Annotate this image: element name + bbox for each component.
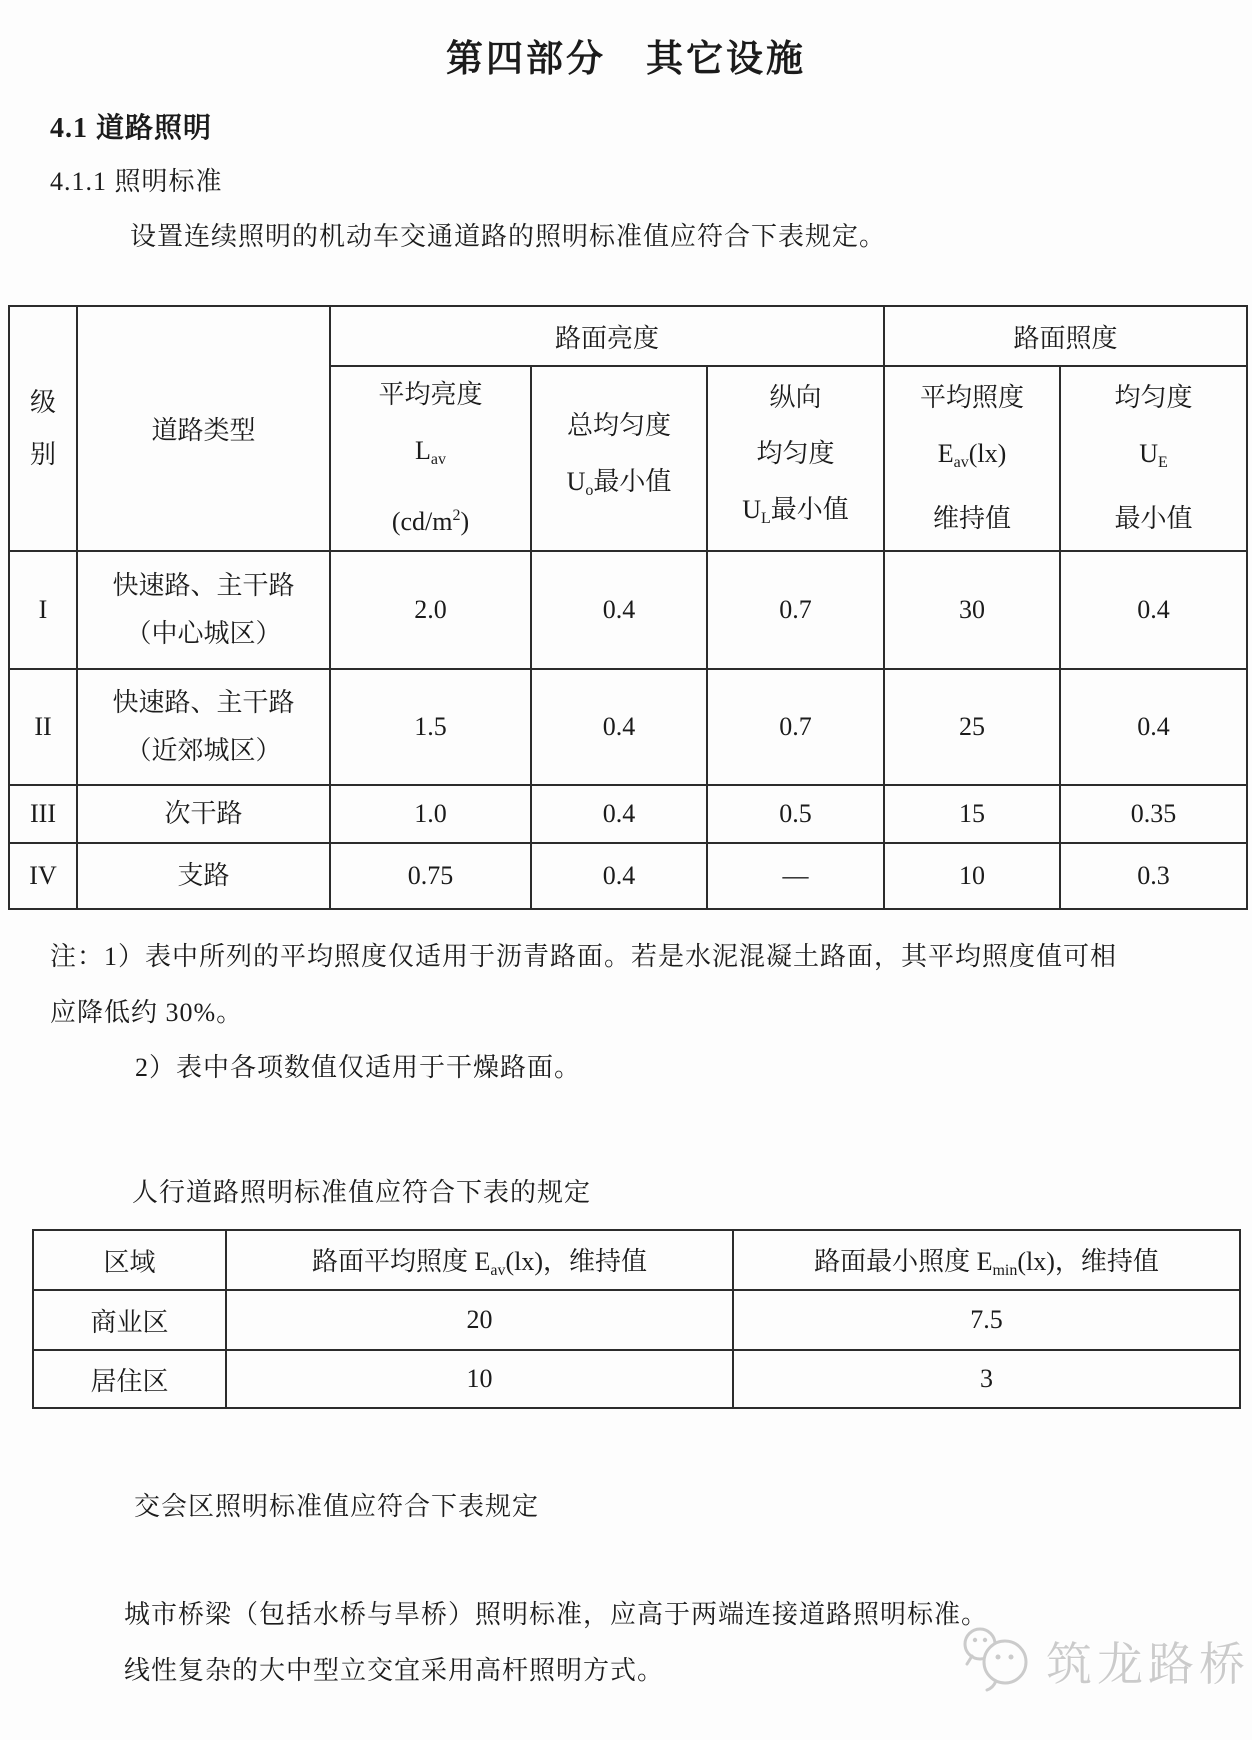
t2-r0-area: 商业区 [33,1290,226,1350]
t1-group-illuminance: 路面照度 [884,306,1247,366]
t2-r1-avg: 10 [226,1350,733,1408]
t1-r2-lav: 1.0 [330,785,531,843]
t1-r2-road: 次干路 [77,785,330,843]
bridge-paragraph-line1: 城市桥梁（包括水桥与旱桥）照明标准，应高于两端连接道路照明标准。 [124,1600,989,1629]
road-lighting-standards-table [8,305,1248,910]
t1-header-overall-uniformity: 总均匀度 $U_o$最小值 [531,366,707,551]
t1-r0-ue: 0.4 [1060,551,1247,669]
zhulong-mascot-icon [958,1618,1036,1703]
watermark [958,1618,1250,1703]
table-row [33,1290,1240,1350]
page-title: 第四部分 其它设施 [446,39,806,80]
t1-r2-uo: 0.4 [531,785,707,843]
t2-r1-area: 居住区 [33,1350,226,1408]
t1-r3-level: IV [9,843,77,909]
t1-r3-ue: 0.3 [1060,843,1247,909]
table-row [33,1350,1240,1408]
table-row [9,669,1247,785]
t1-r0-eav: 30 [884,551,1060,669]
t1-header-longitudinal-uniformity: 纵向 均匀度 $U_L$最小值 [707,366,884,551]
t1-header-avg-illuminance: 平均照度 $E_{av}(lx)$ 维持值 [884,366,1060,551]
t1-r0-level: I [9,551,77,669]
t1-r1-road: 快速路、主干路 （近郊城区） [77,669,330,785]
table2-header-row [33,1230,1240,1290]
t1-r0-lav: 2.0 [330,551,531,669]
t2-r0-avg: 20 [226,1290,733,1350]
table-row [9,551,1247,669]
table1-group-header-row [9,306,1247,366]
t2-header-avg-illuminance: 路面平均照度 $E_{av}(lx)$，维持值 [226,1230,733,1290]
intersection-paragraph: 交会区照明标准值应符合下表规定 [134,1492,540,1521]
t2-r1-min: 3 [733,1350,1240,1408]
t1-r2-ue: 0.35 [1060,785,1247,843]
watermark-text: 筑龙路桥 [1046,1638,1250,1690]
t1-r1-lav: 1.5 [330,669,531,785]
t1-r2-level: III [9,785,77,843]
subsection-heading: 4.1.1 照明标准 [50,167,223,196]
t1-r3-ul: — [707,843,884,909]
t1-r1-uo: 0.4 [531,669,707,785]
t1-header-road-type: 道路类型 [77,306,330,551]
section-heading: 4.1 道路照明 [50,113,213,144]
t1-r1-eav: 25 [884,669,1060,785]
t1-r0-uo: 0.4 [531,551,707,669]
table1-note-line2: 应降低约 30%。 [50,998,244,1027]
t1-group-luminance: 路面亮度 [330,306,884,366]
t1-r1-level: II [9,669,77,785]
t1-r1-ul: 0.7 [707,669,884,785]
table1-note-line1: 注：1）表中所列的平均照度仅适用于沥青路面。若是水泥混凝土路面，其平均照度值可相 [50,942,1118,971]
t1-r1-ue: 0.4 [1060,669,1247,785]
t1-r0-road: 快速路、主干路 （中心城区） [77,551,330,669]
bridge-paragraph-line2: 线性复杂的大中型立交宜采用高杆照明方式。 [124,1656,665,1685]
table-row [9,785,1247,843]
t1-r2-eav: 15 [884,785,1060,843]
t1-r3-lav: 0.75 [330,843,531,909]
t1-header-uniformity: 均匀度 $U_E$ 最小值 [1060,366,1247,551]
t2-header-min-illuminance: 路面最小照度 $E_{min}(lx)$，维持值 [733,1230,1240,1290]
table1-note-line3: 2）表中各项数值仅适用于干燥路面。 [135,1053,582,1082]
t2-r0-min: 7.5 [733,1290,1240,1350]
t1-r2-ul: 0.5 [707,785,884,843]
t1-r0-ul: 0.7 [707,551,884,669]
pedestrian-lighting-standards-table [32,1229,1241,1409]
t2-header-area: 区域 [33,1230,226,1290]
t1-r3-uo: 0.4 [531,843,707,909]
t1-header-level: 级 别 [9,306,77,551]
t1-r3-road: 支路 [77,843,330,909]
t1-header-avg-luminance: 平均亮度 $L_{av}$ $(cd/m^2)$ [330,366,531,551]
pedestrian-intro-paragraph: 人行道路照明标准值应符合下表的规定 [132,1178,592,1207]
t1-r3-eav: 10 [884,843,1060,909]
table-row [9,843,1247,909]
intro-paragraph: 设置连续照明的机动车交通道路的照明标准值应符合下表规定。 [130,222,887,251]
